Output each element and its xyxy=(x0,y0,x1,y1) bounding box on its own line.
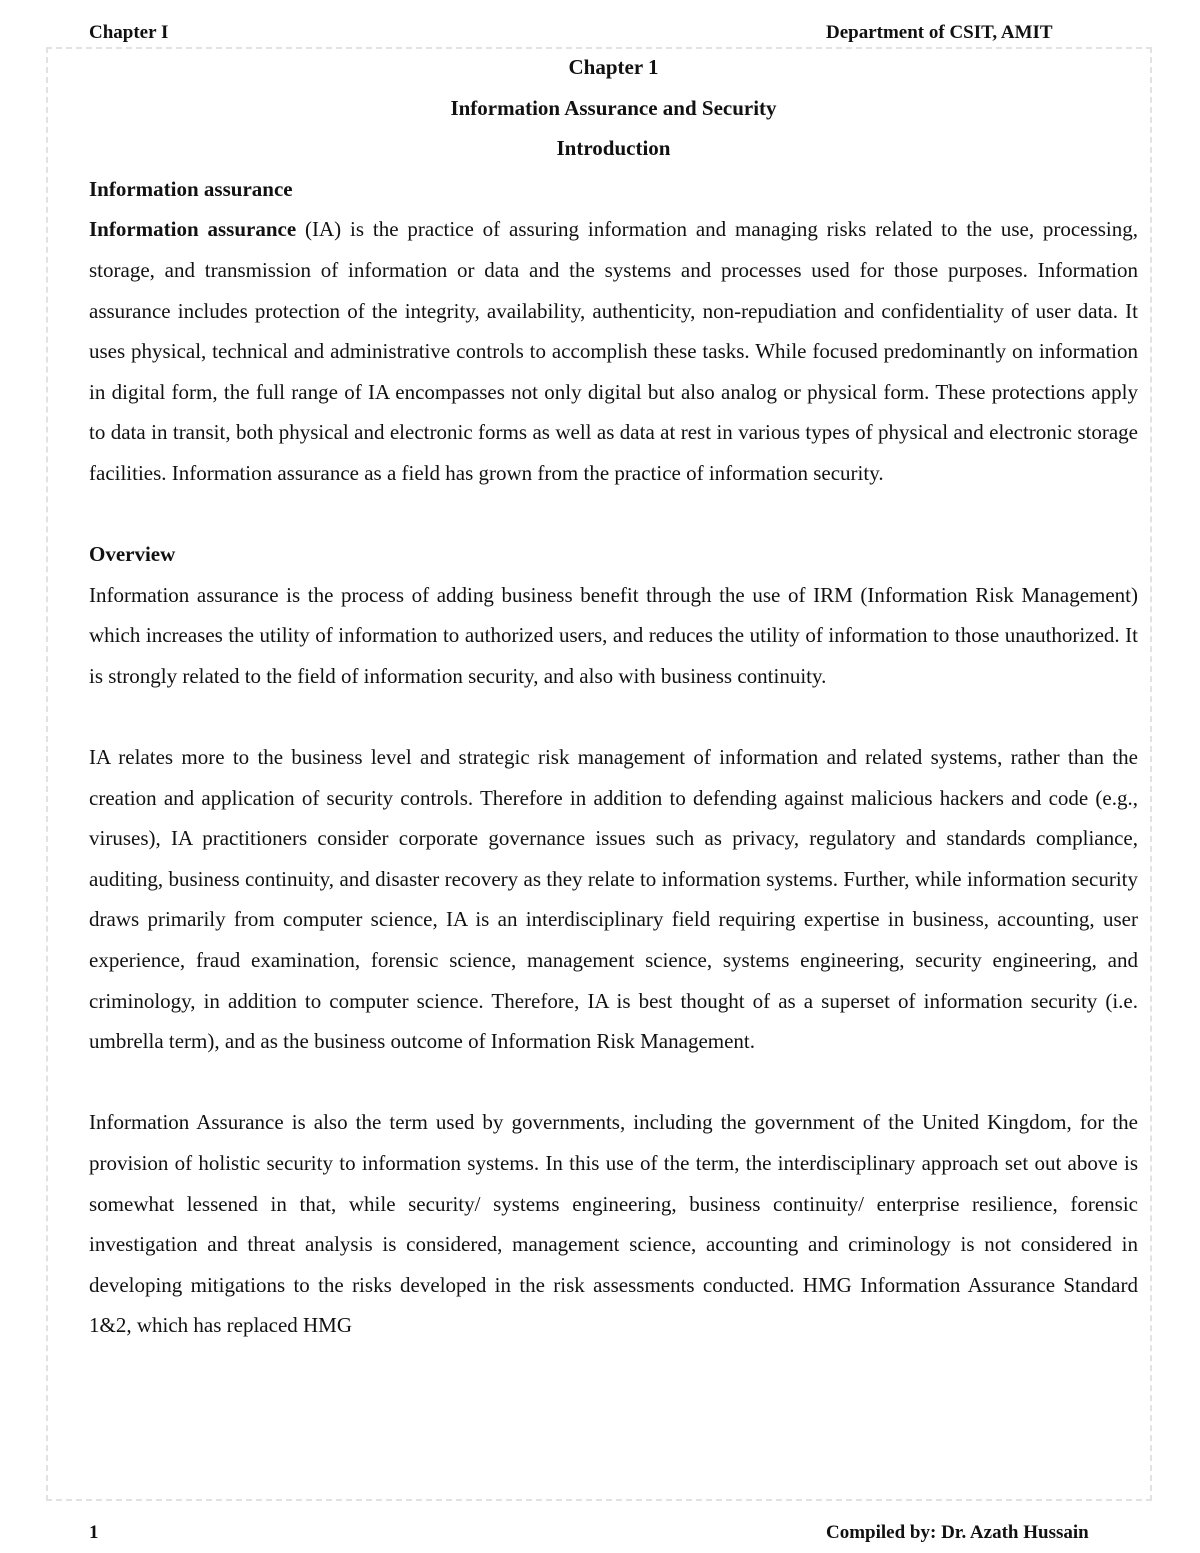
ia-paragraph xyxy=(89,209,1138,493)
spacer xyxy=(89,697,1138,738)
ia-lead-term: Information assurance xyxy=(89,217,297,242)
ia-heading: Information assurance xyxy=(89,176,293,201)
overview-heading: Overview xyxy=(89,542,176,567)
spacer xyxy=(89,494,1138,535)
compiled-by: Compiled by: Dr. Azath Hussain xyxy=(826,1522,1089,1543)
spacer xyxy=(89,1062,1138,1103)
chapter-title: Chapter 1 xyxy=(568,55,659,79)
subject-title: Information Assurance and Security xyxy=(450,95,777,120)
header-chapter: Chapter I xyxy=(89,22,169,43)
page-number: 1 xyxy=(89,1522,99,1543)
section-title: Introduction xyxy=(556,136,671,161)
ia-paragraph-text: (IA) is the practice of assuring information and managing risks related to the use, processing, storage, and transmission of information or data and the systems and processes used for those purposes. Information assurance includes protection of the integrity, availability, authenticity, non-repudiation and confidentiality of user data. It uses physical, technical and administrative controls to accomplish these tasks. While focused predominantly on information in digital form, the full range of IA encompasses not only digital but also analog or physical form. These protections apply to data in transit, both physical and electronic forms as well as data at rest in various types of physical and electronic storage facilities. Information assurance as a field has grown from the practice of information security. xyxy=(89,217,1138,485)
page-content xyxy=(89,47,1138,1346)
overview-paragraph-3: Information Assurance is also the term used by governments, including the government of the United Kingdom, for the provision of holistic security to information systems. In this use of the term, the interdisciplinary approach set out above is somewhat lessened in that, while security/ systems engineering, business continuity/ enterprise resilience, forensic investigation and threat analysis is considered, management science, accounting and criminology is not considered in developing mitigations to the risks developed in the risk assessments conducted. HMG Information Assurance Standard 1&2, which has replaced HMG xyxy=(89,1110,1138,1338)
overview-paragraph-2: IA relates more to the business level and strategic risk management of information and related systems, rather than the creation and application of security controls. Therefore in addition to defending against malicious hackers and code (e.g., viruses), IA practitioners consider corporate governance issues such as privacy, regulatory and standards compliance, auditing, business continuity, and disaster recovery as they relate to information systems. Further, while information security draws primarily from computer science, IA is an interdisciplinary field requiring expertise in business, accounting, user experience, fraud examination, forensic science, management science, systems engineering, security engineering, and criminology, in addition to computer science. Therefore, IA is best thought of as a superset of information security (i.e. umbrella term), and as the business outcome of Information Risk Management. xyxy=(89,745,1138,1054)
overview-paragraph-1: Information assurance is the process of adding business benefit through the use of IRM (Information Risk Management) which increases the utility of information to authorized users, and reduces the utility of information to those unauthorized. It is strongly related to the field of information security, and also with business continuity. xyxy=(89,582,1138,688)
header-department: Department of CSIT, AMIT xyxy=(826,22,1053,43)
